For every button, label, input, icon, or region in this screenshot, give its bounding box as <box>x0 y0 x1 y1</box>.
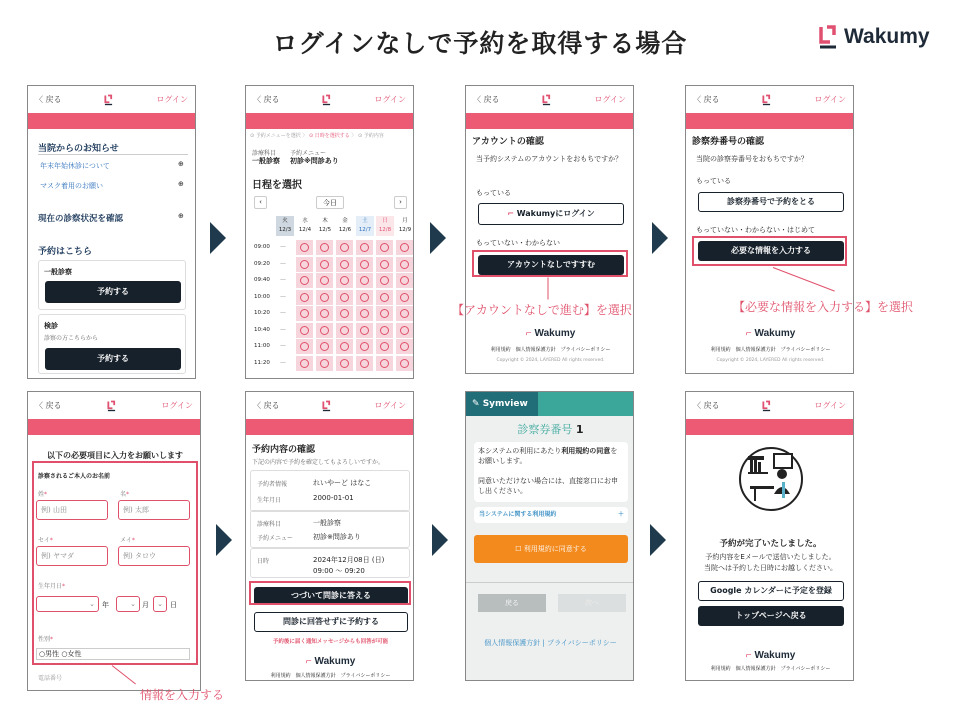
available-slot[interactable] <box>376 290 393 305</box>
available-slot[interactable] <box>316 356 333 371</box>
available-slot[interactable] <box>356 306 373 321</box>
time-label: 11:00 <box>254 343 270 349</box>
reserve-title: 予約はこちら <box>38 247 93 257</box>
female-radio[interactable]: ○女性 <box>61 650 82 658</box>
footer-links[interactable]: 利用規約 個人情報保護方針 プライバシーポリシー <box>490 347 611 353</box>
value: 初診※問診あり <box>290 157 339 165</box>
unit-label: 月 <box>142 601 149 609</box>
first-name-kana-input[interactable]: 例) タロウ <box>118 546 190 566</box>
logo-icon <box>107 400 116 412</box>
slot-circle-icon <box>360 359 369 368</box>
slot-circle-icon <box>320 243 329 252</box>
slot-circle-icon <box>380 276 389 285</box>
top-bar <box>28 392 200 419</box>
date-heading: 日程を選択 <box>252 180 302 191</box>
available-slot[interactable] <box>296 290 313 305</box>
available-slot[interactable] <box>376 240 393 255</box>
slot-circle-icon <box>340 342 349 351</box>
slot-circle-icon <box>400 359 409 368</box>
time-label: 10:40 <box>254 326 270 333</box>
slot-circle-icon <box>300 342 309 351</box>
top-page-button[interactable]: トップページへ戻る <box>698 606 844 626</box>
login-link[interactable]: ログイン <box>161 401 193 410</box>
completion-illustration-icon <box>738 442 804 516</box>
available-slot[interactable] <box>336 273 353 288</box>
today-button[interactable]: 今日 <box>316 196 344 209</box>
no-account-button[interactable]: アカウントなしですすむ <box>478 255 624 275</box>
screen-confirm <box>245 391 414 681</box>
unavailable-slot: — <box>280 243 286 250</box>
value: 一般診察 <box>313 519 341 527</box>
last-name-kana-input[interactable]: 例) ヤマダ <box>36 546 108 566</box>
slot-circle-icon <box>320 276 329 285</box>
skip-questionnaire-button[interactable]: 問診に回答せずに予約する <box>254 612 408 632</box>
top-bar <box>686 392 853 419</box>
login-link[interactable]: ログイン <box>374 401 406 410</box>
top-bar <box>686 86 853 113</box>
slot-circle-icon <box>340 309 349 318</box>
calendar-grid <box>246 216 414 379</box>
brand-logo <box>818 24 930 50</box>
screen-account-check <box>465 85 634 374</box>
slot-circle-icon <box>360 243 369 252</box>
last-name-input[interactable]: 例) 山田 <box>36 500 108 520</box>
label: 性別* <box>38 636 54 643</box>
available-slot[interactable] <box>316 273 333 288</box>
pink-band <box>28 419 200 435</box>
slot-circle-icon <box>320 309 329 318</box>
time-label: 11:20 <box>254 359 270 366</box>
slot-circle-icon <box>380 243 389 252</box>
notice-title: 当院からのお知らせ <box>38 144 119 154</box>
option-label: もっている <box>476 189 511 197</box>
annotation-enter-info: 情報を入力する <box>140 688 225 702</box>
chevron-right-icon: ⊕ <box>178 180 184 188</box>
slot-circle-icon <box>300 276 309 285</box>
footer-links: 個人情報保護方針 | プライバシーポリシー <box>484 639 617 647</box>
section-heading: アカウントの確認 <box>472 137 544 147</box>
back-link[interactable]: 〈 戻る <box>35 95 62 104</box>
label: 電話番号 <box>38 675 63 682</box>
value: 09:00 〜 09:20 <box>313 567 365 575</box>
unavailable-slot: — <box>280 259 286 267</box>
reservation-card <box>250 548 410 578</box>
slot-circle-icon <box>360 326 369 335</box>
option-label: もっていない・わからない <box>476 239 560 247</box>
back-link[interactable]: 〈 戻る <box>35 401 62 410</box>
label: メイ* <box>120 537 135 544</box>
slot-circle-icon <box>340 326 349 335</box>
label: 診療科目 <box>252 150 277 157</box>
label: 予約者情報 <box>257 481 288 488</box>
available-slot[interactable] <box>396 273 413 288</box>
top-bar <box>466 86 633 113</box>
flow-arrow-icon <box>650 524 666 556</box>
copyright: Copyright © 2024, LAYERED All rights reserved. <box>716 358 825 363</box>
slot-circle-icon <box>400 243 409 252</box>
slot-circle-icon <box>300 326 309 335</box>
value: れいやーど はなこ <box>313 479 372 487</box>
slot-circle-icon <box>300 359 309 368</box>
first-name-input[interactable]: 例) 太郎 <box>118 500 190 520</box>
footer-logo: ⌐ Wakumy <box>745 328 796 339</box>
logo-icon <box>762 94 771 106</box>
slot-circle-icon <box>360 309 369 318</box>
brand-name: Wakumy <box>844 25 930 48</box>
value: 2000-01-01 <box>313 494 354 502</box>
back-link[interactable]: 〈 戻る <box>253 95 280 104</box>
slot-circle-icon <box>300 309 309 318</box>
card-label: 検診 <box>44 322 58 330</box>
slot-circle-icon <box>380 309 389 318</box>
next-button[interactable]: 次へ <box>558 594 626 612</box>
unit-label: 日 <box>170 601 177 609</box>
available-slot[interactable] <box>396 257 413 272</box>
highlight-box <box>692 236 847 266</box>
reserve-button[interactable]: 予約する <box>45 281 181 303</box>
label: 診療科目 <box>257 521 282 528</box>
slot-circle-icon <box>340 293 349 302</box>
card-label: 一般診察 <box>44 268 72 276</box>
available-slot[interactable] <box>336 257 353 272</box>
slot-circle-icon <box>340 359 349 368</box>
terms-link[interactable]: 当システムに関する利用規約 ＋ <box>474 507 628 523</box>
value: 初診※問診あり <box>313 533 361 541</box>
slot-circle-icon <box>360 260 369 269</box>
slot-circle-icon <box>320 293 329 302</box>
highlight-box <box>249 581 411 605</box>
label: 姓* <box>38 491 48 498</box>
notice-item[interactable]: マスク着用のお願い <box>40 182 103 190</box>
enter-info-button[interactable]: 必要な情報を入力する <box>698 241 844 261</box>
slot-circle-icon <box>380 260 389 269</box>
unavailable-slot: — <box>280 342 286 349</box>
label: 生年月日* <box>38 583 66 590</box>
footer-logo: ⌐ Wakumy <box>745 650 796 661</box>
status-link[interactable]: 現在の診察状況を確認 <box>38 214 124 224</box>
unavailable-slot: — <box>280 292 286 300</box>
available-slot[interactable] <box>336 240 353 255</box>
available-slot[interactable] <box>356 273 373 288</box>
reservation-card <box>250 470 410 512</box>
pink-band <box>28 113 195 129</box>
time-label: 09:40 <box>254 277 270 283</box>
prev-week-button[interactable]: ‹ <box>254 196 267 209</box>
slot-circle-icon <box>320 260 329 269</box>
slot-circle-icon <box>320 359 329 368</box>
login-link[interactable]: ログイン <box>374 95 406 104</box>
available-slot[interactable] <box>336 356 353 371</box>
footer-links[interactable]: 利用規約 個人情報保護方針 プライバシーポリシー <box>710 666 831 672</box>
message: 予約内容をEメールで送信いたしました。 <box>705 553 836 561</box>
login-link[interactable]: ログイン <box>156 95 188 104</box>
available-slot[interactable] <box>396 356 413 371</box>
slot-circle-icon <box>380 359 389 368</box>
available-slot[interactable] <box>296 273 313 288</box>
next-week-button[interactable]: › <box>394 196 407 209</box>
login-link[interactable]: ログイン <box>594 95 626 104</box>
option-label: もっていない・わからない・はじめて <box>696 226 815 234</box>
unavailable-slot: — <box>280 325 286 333</box>
pink-band <box>246 113 413 129</box>
highlight-box <box>32 461 198 665</box>
available-slot[interactable] <box>356 339 373 354</box>
screen-select-date <box>245 85 414 379</box>
answer-questionnaire-button[interactable]: つづいて問診に答える <box>254 587 408 605</box>
calendar-day-header: 火 12/3 <box>276 216 294 236</box>
logo-icon <box>322 400 331 412</box>
screen-top-page <box>27 85 196 379</box>
slot-circle-icon <box>360 342 369 351</box>
available-slot[interactable] <box>376 356 393 371</box>
available-slot[interactable] <box>396 306 413 321</box>
available-slot[interactable] <box>316 257 333 272</box>
unavailable-slot: — <box>280 358 286 366</box>
checkup-card <box>38 314 186 374</box>
available-slot[interactable] <box>296 339 313 354</box>
time-label: 10:00 <box>254 293 270 300</box>
flow-arrow-icon <box>432 524 448 556</box>
logo-icon <box>104 94 113 106</box>
calendar-day-header: 金 12/6 <box>338 218 352 233</box>
slot-circle-icon <box>340 260 349 269</box>
available-slot[interactable] <box>316 339 333 354</box>
label: 日時 <box>257 558 270 565</box>
slot-circle-icon <box>400 260 409 269</box>
available-slot[interactable] <box>296 356 313 371</box>
unavailable-slot: — <box>280 276 286 283</box>
slot-circle-icon <box>380 326 389 335</box>
annotation-no-account: 【アカウントなしで進む】を選択 <box>452 303 632 317</box>
copyright: Copyright © 2024, LAYERED All rights reserved. <box>496 358 605 363</box>
flow-arrow-icon <box>652 222 668 254</box>
available-slot[interactable] <box>396 290 413 305</box>
slot-circle-icon <box>380 293 389 302</box>
slot-circle-icon <box>400 326 409 335</box>
time-label: 10:20 <box>254 310 270 316</box>
reserve-button[interactable]: 予約する <box>45 348 181 370</box>
calendar-day-header: 木 12/5 <box>318 218 332 233</box>
available-slot[interactable] <box>316 240 333 255</box>
unavailable-slot: — <box>280 309 286 316</box>
sub-text: 下記の内容で予約を確定してもよろしいですか。 <box>252 459 385 466</box>
slot-circle-icon <box>340 276 349 285</box>
available-slot[interactable] <box>316 290 333 305</box>
birth-year-select[interactable]: ⌄ <box>36 596 99 612</box>
slot-circle-icon <box>300 243 309 252</box>
pink-band <box>246 419 413 435</box>
reservation-card <box>250 510 410 548</box>
label: 予約メニュー <box>290 150 327 157</box>
calendar-day-header: 月 12/9 <box>398 218 412 233</box>
question-text: 当予約システムのアカウントをおもちですか？ <box>476 155 623 163</box>
flow-arrow-icon <box>210 222 226 254</box>
pink-band <box>466 113 633 129</box>
flow-arrow-icon <box>216 524 232 556</box>
notice-item[interactable]: 年末年始休診について <box>40 162 110 170</box>
available-slot[interactable] <box>376 339 393 354</box>
agree-checkbox[interactable]: ☐ 利用規約に同意する <box>474 535 628 563</box>
available-slot[interactable] <box>356 356 373 371</box>
footer-links[interactable]: 利用規約 個人情報保護方針 プライバシーポリシー <box>710 347 831 353</box>
value: 2024年12月08日 (日) <box>313 556 385 564</box>
available-slot[interactable] <box>396 323 413 338</box>
google-calendar-button[interactable]: Google カレンダーに予定を登録 <box>698 581 844 601</box>
unit-label: 年 <box>102 601 109 609</box>
form-section: 診察されるご本人のお名前 <box>38 473 111 480</box>
value: 一般診察 <box>252 157 280 165</box>
footer-links[interactable]: 利用規約 個人情報保護方針 プライバシーポリシー <box>270 673 391 679</box>
pink-band <box>686 419 853 435</box>
question-text: 当院の診察券番号をおもちですか？ <box>696 155 808 163</box>
back-link[interactable]: 〈 戻る <box>253 401 280 410</box>
note-text: 予約後に届く通知メッセージからも回答が可能 <box>272 639 389 645</box>
available-slot[interactable] <box>336 290 353 305</box>
available-slot[interactable] <box>356 240 373 255</box>
available-slot[interactable] <box>316 323 333 338</box>
available-slot[interactable] <box>336 323 353 338</box>
available-slot[interactable] <box>356 323 373 338</box>
back-link[interactable]: 〈 戻る <box>693 401 720 410</box>
footer-logo: ⌐ Wakumy <box>525 328 576 339</box>
available-slot[interactable] <box>336 339 353 354</box>
available-slot[interactable] <box>376 323 393 338</box>
label: 名* <box>120 491 130 498</box>
form-intro: 以下の必要項目に入力をお願いします <box>47 451 183 460</box>
screen-complete <box>685 391 854 681</box>
birth-day-select[interactable]: ⌄ <box>153 596 167 612</box>
wakumy-login-button[interactable]: ⌐ Wakumyにログイン <box>478 203 624 225</box>
section-heading: 診察券番号の確認 <box>692 137 765 147</box>
available-slot[interactable] <box>296 306 313 321</box>
male-radio[interactable]: ○男性 <box>39 650 60 658</box>
label: セイ* <box>38 537 53 544</box>
login-link[interactable]: ログイン <box>814 95 846 104</box>
screen-card-number <box>685 85 854 374</box>
slot-circle-icon <box>360 276 369 285</box>
available-slot[interactable] <box>376 306 393 321</box>
highlight-box <box>472 250 628 277</box>
page-title: ログインなしで予約を取得する場合 <box>272 29 688 58</box>
pink-band <box>686 113 853 129</box>
label: 予約メニュー <box>257 535 294 542</box>
logo-icon <box>762 400 771 412</box>
slot-circle-icon <box>400 342 409 351</box>
step-indicator: ⊙ 予約メニューを選択 〉 ⊙ 日時を選択する 〉 ⊙ 予約内容 <box>250 133 384 139</box>
time-label: 09:20 <box>254 260 270 267</box>
calendar-day-header: 日 12/8 <box>376 216 394 236</box>
available-slot[interactable] <box>356 290 373 305</box>
message: 当院へは予約した日時にお越しください。 <box>704 564 837 572</box>
terms-text-card: 本システムの利用にあたり利用規約の同意をお願いします。 同意いただけない場合には、直接窓口にお申し出ください。 <box>474 442 628 502</box>
available-slot[interactable] <box>376 257 393 272</box>
available-slot[interactable] <box>336 306 353 321</box>
available-slot[interactable] <box>316 306 333 321</box>
logo-icon <box>542 94 551 106</box>
available-slot[interactable] <box>296 240 313 255</box>
card-number-button[interactable]: 診察券番号で予約をとる <box>698 192 844 212</box>
label: 生年月日 <box>257 497 282 504</box>
slot-circle-icon <box>400 293 409 302</box>
done-title: 予約が完了いたしました。 <box>719 539 822 549</box>
chevron-right-icon: ⊕ <box>178 160 184 168</box>
top-bar <box>246 392 413 419</box>
available-slot[interactable] <box>296 257 313 272</box>
available-slot[interactable] <box>356 257 373 272</box>
calendar-day-header: 水 12/4 <box>298 218 312 233</box>
footer-logo: ⌐ Wakumy <box>305 656 356 667</box>
top-bar <box>246 86 413 113</box>
chevron-right-icon: ⊕ <box>178 212 184 220</box>
available-slot[interactable] <box>296 323 313 338</box>
back-button[interactable]: 戻る <box>478 594 546 612</box>
login-link[interactable]: ログイン <box>814 401 846 410</box>
general-card <box>38 260 186 310</box>
wakumy-mark-icon <box>818 24 838 50</box>
slot-circle-icon <box>320 326 329 335</box>
slot-circle-icon <box>340 243 349 252</box>
flow-arrow-icon <box>430 222 446 254</box>
screen-symview-terms <box>465 391 634 681</box>
calendar-day-header: 土 12/7 <box>356 216 374 236</box>
logo-icon <box>322 94 331 106</box>
slot-circle-icon <box>400 276 409 285</box>
annotation-enter-info: 【必要な情報を入力する】を選択 <box>733 300 914 314</box>
top-bar <box>28 86 195 113</box>
available-slot[interactable] <box>396 240 413 255</box>
available-slot[interactable] <box>396 339 413 354</box>
slot-circle-icon <box>300 260 309 269</box>
slot-circle-icon <box>300 293 309 302</box>
back-link[interactable]: 〈 戻る <box>693 95 720 104</box>
card-number-title: 診察券番号 1 <box>517 423 584 436</box>
symview-logo: ✎ Symview <box>466 392 538 416</box>
available-slot[interactable] <box>376 273 393 288</box>
slot-circle-icon <box>400 309 409 318</box>
slot-circle-icon <box>320 342 329 351</box>
section-heading: 予約内容の確認 <box>252 445 316 455</box>
slot-circle-icon <box>360 293 369 302</box>
time-label: 09:00 <box>254 244 270 250</box>
card-sub: 診察の方こちらから <box>44 335 99 342</box>
birth-month-select[interactable]: ⌄ <box>116 596 140 612</box>
symview-header <box>466 392 634 416</box>
back-link[interactable]: 〈 戻る <box>473 95 500 104</box>
option-label: もっている <box>696 177 731 185</box>
slot-circle-icon <box>380 342 389 351</box>
